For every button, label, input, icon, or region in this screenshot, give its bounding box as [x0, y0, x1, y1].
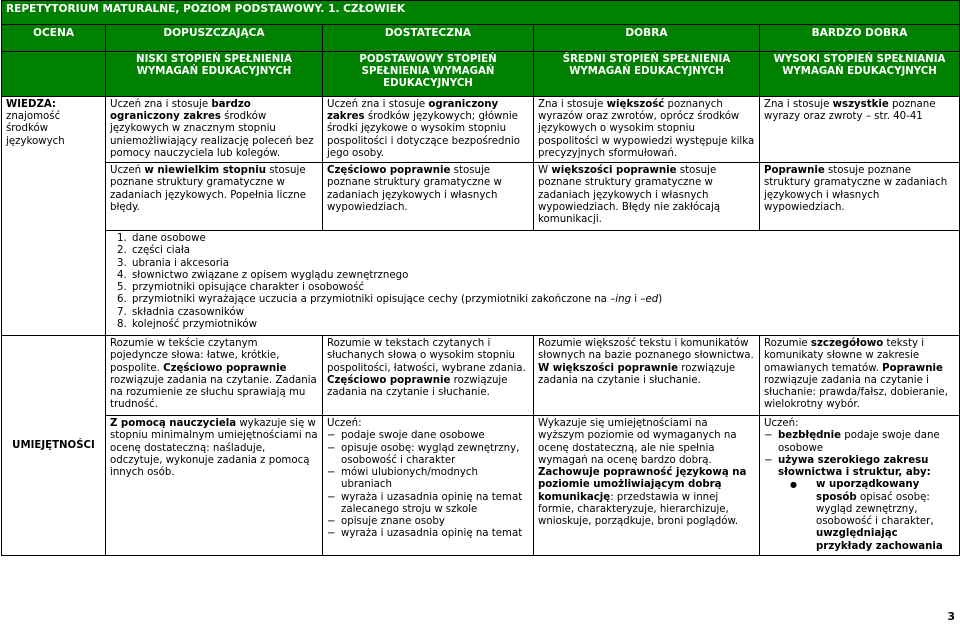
umiej-r1-bardzo-dobra: Rozumie szczegółowo teksty i komunikaty słowne w zakresie omawianych tematów. Poprawnie rozwiązuje zadania na czytanie i słuchanie: prawda/fałsz, dobieranie, wielokrotny wybór. — [760, 336, 960, 416]
list-item: − opisuje osobę: wygląd zewnętrzny, osobowość i charakter — [327, 443, 529, 467]
category-umiejetnosci — [2, 336, 106, 556]
grade-header-dobra: DOBRA — [534, 25, 760, 52]
sub-list — [790, 479, 955, 552]
grade-header-dostateczna: DOSTATECZNA — [323, 25, 534, 52]
wiedza-r1-dostateczna: Uczeń zna i stosuje ograniczony zakres środków językowych; głównie środki językowe o wysokim stopniu pospolitości i dotyczące bezpośrednio jego osoby. — [323, 97, 534, 163]
list-item: − wyraża i uzasadnia opinię na temat zalecanego stroju w szkole — [327, 492, 529, 516]
category-label: WIEDZA: — [6, 99, 56, 110]
umiej-r2-dopuszczajaca: Z pomocą nauczyciela wykazuje się w stopniu minimalnym umiejętnościami na ocenę dostateczną: naśladuje, odczytuje, wykonuje zadania z pomocą innych osób. — [106, 416, 323, 556]
list-item: 8. kolejność przymiotników — [130, 319, 955, 331]
umiej-r1-dobra: Rozumie większość tekstu i komunikatów słownych na bazie poznanego słownictwa. W większości poprawnie rozwiązuje zadania na czytanie i słuchanie. — [534, 336, 760, 416]
intro-text: Uczeń: — [764, 418, 799, 430]
umiej-r1-dostateczna: Rozumie w tekstach czytanych i słuchanych słowa o wysokim stopniu pospolitości, łatwości, wybrane zdania. Częściowo poprawnie rozwiązuje zadania na czytanie i słuchanie. — [323, 336, 534, 416]
skills-list — [327, 430, 529, 540]
grade-header-dopuszczajaca: DOPUSZCZAJĄCA — [106, 25, 323, 52]
umiej-r2-dobra: Wykazuje się umiejętnościami na wyższym poziomie od wymaganych na ocenę dostateczną, ale nie spełnia wymagań na ocenę bardzo dobrą. Zachowuje poprawność językową na poziomie umożliwiającym dobrą komunikację: przedstawia w innej formie, charakteryzuje, hierarchizuje, wnioskuje, porządkuje, broni poglądów. — [534, 416, 760, 556]
wiedza-r2-dopuszczajaca: Uczeń w niewielkim stopniu stosuje poznane struktury gramatyczne w zadaniach językowych. Popełnia liczne błędy. — [106, 163, 323, 231]
topics-list — [110, 233, 955, 331]
level-header-sredni: ŚREDNI STOPIEŃ SPEŁNIENIA WYMAGAŃ EDUKACYJNYCH — [534, 52, 760, 97]
list-item: − mówi ulubionych/modnych ubraniach — [327, 467, 529, 491]
list-item: − podaje swoje dane osobowe — [327, 430, 529, 442]
wiedza-r2-dostateczna: Częściowo poprawnie stosuje poznane struktury gramatyczne w zadaniach językowych i własnych wypowiedziach. — [323, 163, 534, 231]
list-item: ● w uporządkowany sposób opisać osobę: wygląd zewnętrzny, osobowość i charakter, uwzględniając przykłady zachowania — [802, 479, 955, 552]
wiedza-r2-dobra: W większości poprawnie stosuje poznane struktury gramatyczne w zadaniach językowych i własnych wypowiedziach. Błędy nie zakłócają komunikacji. — [534, 163, 760, 231]
umiej-r2-bardzo-dobra — [760, 416, 960, 556]
page-number: 3 — [947, 610, 955, 623]
list-item: − używa szerokiego zakresu słownictwa i struktur, aby: ● w uporządkowany sposób opisać osobę: wygląd zewnętrzny, osobowość i charakter, uwzględniając przykłady zachowania — [764, 455, 955, 553]
umiej-r2-dostateczna — [323, 416, 534, 556]
wiedza-r1-dobra: Zna i stosuje większość poznanych wyrazów oraz zwrotów, oprócz środków językowych o wysokim stopniu pospolitości w wypowiedzi występuje kilka precyzyjnych sformułowań. — [534, 97, 760, 163]
wiedza-r2-bardzo-dobra: Poprawnie stosuje poznane struktury gramatyczne w zadaniach językowych i własnych wypowiedziach. — [760, 163, 960, 231]
grade-header-bardzo-dobra: BARDZO DOBRA — [760, 25, 960, 52]
skills-list — [764, 430, 955, 552]
category-label: UMIEJĘTNOŚCI — [12, 439, 95, 451]
list-item: − wyraża i uzasadnia opinię na temat — [327, 528, 529, 540]
list-item: − bezbłędnie podaje swoje dane osobowe — [764, 430, 955, 454]
topics-list-cell — [106, 231, 960, 336]
level-header-empty — [2, 52, 106, 97]
intro-text: Uczeń: — [327, 418, 362, 430]
list-item: 6. przymiotniki wyrażające uczucia a przymiotniki opisujące cechy (przymiotniki zakończone na –ing i –ed) — [130, 294, 955, 306]
level-header-wysoki: WYSOKI STOPIEŃ SPEŁNIANIA WYMAGAŃ EDUKACYJNYCH — [760, 52, 960, 97]
requirements-table — [1, 0, 960, 556]
umiej-r1-dopuszczajaca: Rozumie w tekście czytanym pojedyncze słowa: łatwe, krótkie, pospolite. Częściowo poprawnie rozwiązuje zadania na czytanie. Zadania na rozumienie ze słuchu sprawiają mu trudność. — [106, 336, 323, 416]
document-title: REPETYTORIUM MATURALNE, POZIOM PODSTAWOWY. 1. CZŁOWIEK — [2, 1, 960, 25]
list-item: 2. części ciała — [130, 245, 955, 257]
category-sublabel: znajomość środków językowych — [6, 111, 65, 147]
wiedza-r1-dopuszczajaca: Uczeń zna i stosuje bardzo ograniczony zakres środków językowych w znacznym stopniu uniemożliwiający realizację poleceń bez pomocy nauczyciela lub kolegów. — [106, 97, 323, 163]
grade-header-ocena: OCENA — [2, 25, 106, 52]
list-item: 4. słownictwo związane z opisem wyglądu zewnętrznego — [130, 270, 955, 282]
level-header-podstawowy: PODSTAWOWY STOPIEŃ SPEŁNIENIA WYMAGAŃ EDUKACYJNYCH — [323, 52, 534, 97]
wiedza-r1-bardzo-dobra: Zna i stosuje wszystkie poznane wyrazy oraz zwroty – str. 40-41 — [760, 97, 960, 163]
category-wiedza — [2, 97, 106, 336]
list-item: 7. składnia czasowników — [130, 307, 955, 319]
list-item: 3. ubrania i akcesoria — [130, 258, 955, 270]
list-item: 1. dane osobowe — [130, 233, 955, 245]
list-item: − opisuje znane osoby — [327, 516, 529, 528]
level-header-niski: NISKI STOPIEŃ SPEŁNIENIA WYMAGAŃ EDUKACYJNYCH — [106, 52, 323, 97]
list-item: 5. przymiotniki opisujące charakter i osobowość — [130, 282, 955, 294]
